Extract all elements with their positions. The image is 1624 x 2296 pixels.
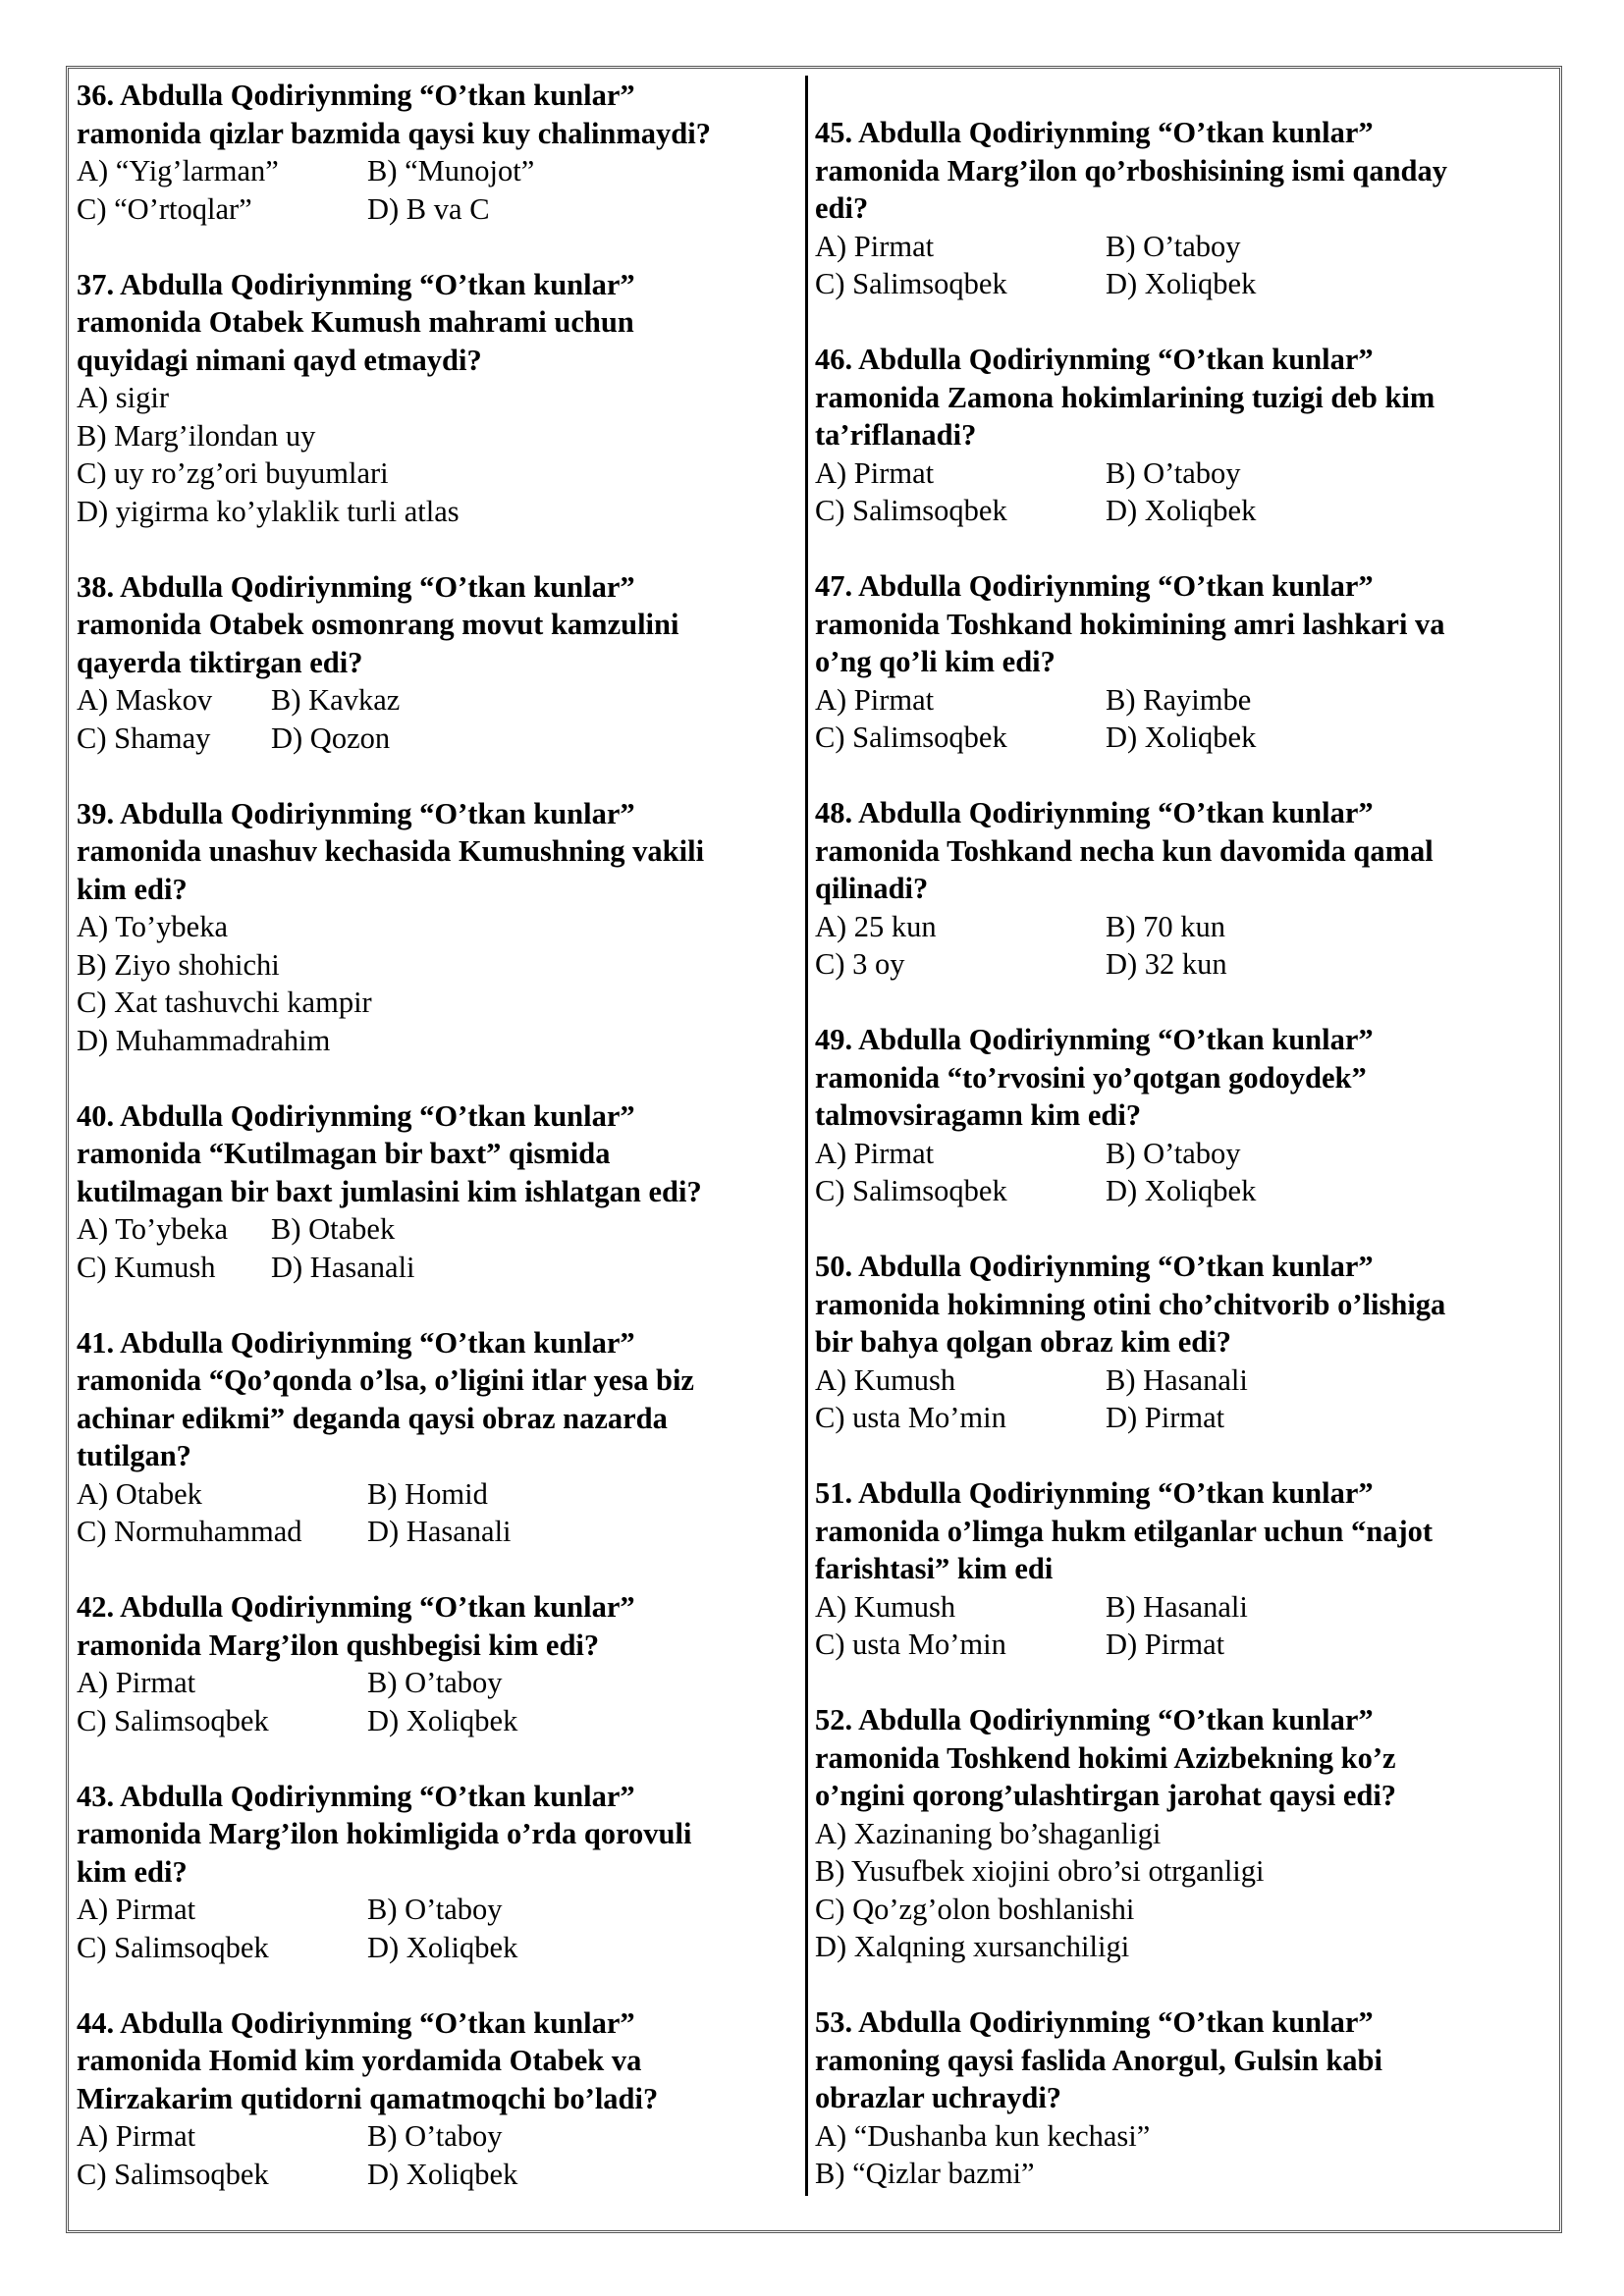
question-51 (815, 1474, 1546, 1664)
question-text: 41. Abdulla Qodiriynming “O’tkan kunlar” ramonida “Qo’qonda o’lsa, o’ligini itlar yesa biz achinar edikmi” deganda qaysi obraz nazarda tutilgan? (77, 1325, 694, 1472)
question-text: 46. Abdulla Qodiriynming “O’tkan kunlar” ramonida Zamona hokimlarining tuzigi deb kim ta’riflanadi? (815, 343, 1435, 452)
question-text: 48. Abdulla Qodiriynming “O’tkan kunlar” ramonida Toshkand necha kun davomida qamal qilinadi? (815, 796, 1434, 905)
answer-option: B) Otabek (271, 1212, 396, 1246)
question-37 (77, 266, 808, 531)
answer-option: C) 3 oy (815, 947, 905, 981)
option-row (815, 1928, 1546, 1966)
question-49 (815, 1021, 1546, 1210)
answer-option: A) Pirmat (77, 1893, 196, 1926)
question-52 (815, 1701, 1546, 1966)
answer-option: A) 25 kun (815, 909, 937, 943)
question-text: 50. Abdulla Qodiriynming “O’tkan kunlar” ramonida hokimning otini cho’chitvorib o’lishiga bir bahya qolgan obraz kim edi? (815, 1250, 1446, 1359)
question-text: 51. Abdulla Qodiriynming “O’tkan kunlar” ramonida o’limga hukm etilganlar uchun “najot farishtasi” kim edi (815, 1476, 1434, 1585)
answer-option: C) “O’rtoqlar” (77, 191, 252, 226)
answer-option: C) usta Mo’min (815, 1628, 1006, 1661)
question-text: 53. Abdulla Qodiriynming “O’tkan kunlar” ramoning qaysi faslida Anorgul, Gulsin kabi obrazlar uchraydi? (815, 2005, 1382, 2114)
question-36 (77, 77, 808, 228)
answer-option: C) Salimsoqbek (77, 1930, 269, 1964)
answer-option: A) Pirmat (815, 1136, 935, 1170)
option-row (77, 908, 808, 946)
question-43 (77, 1778, 808, 1967)
answer-option: A) Pirmat (77, 2119, 196, 2153)
option-row (77, 1702, 808, 1740)
option-row (815, 1626, 1546, 1664)
answer-option: A) Pirmat (815, 455, 935, 490)
option-row (815, 454, 1546, 493)
answer-option: B) Hasanali (1106, 1362, 1248, 1397)
answer-option: D) 32 kun (1106, 947, 1227, 981)
answer-option: A) “Yig’larman” (77, 154, 279, 187)
option-row (77, 720, 808, 758)
answer-option: D) Xoliqbek (1106, 721, 1257, 754)
answer-option: B) Hasanali (1106, 1589, 1248, 1624)
question-text: 40. Abdulla Qodiriynming “O’tkan kunlar” ramonida “Kutilmagan bir baxt” qismida kutilmagan bir baxt jumlasini kim ishlatgan edi? (77, 1098, 702, 1208)
answer-option: B) O’taboy (367, 1893, 503, 1926)
answer-option: B) “Qizlar bazmi” (815, 2157, 1035, 2190)
question-text: 38. Abdulla Qodiriynming “O’tkan kunlar” ramonida Otabek osmonrang movut kamzulini qayerda tiktirgan edi? (77, 569, 679, 679)
option-row (815, 1362, 1546, 1400)
option-row (77, 1891, 808, 1929)
option-row (77, 1929, 808, 1967)
answer-option: A) Pirmat (815, 682, 935, 717)
option-row (815, 1891, 1546, 1929)
answer-option: A) Otabek (77, 1476, 202, 1511)
answer-option: B) O’taboy (1106, 1136, 1241, 1170)
question-42 (77, 1588, 808, 1739)
answer-option: B) Rayimbe (1106, 682, 1252, 717)
option-row (815, 945, 1546, 984)
answer-option: C) Salimsoqbek (77, 2157, 269, 2191)
answer-option: C) Qo’zg’olon boshlanishi (815, 1892, 1135, 1926)
option-row (77, 1664, 808, 1702)
answer-option: C) Salimsoqbek (77, 1703, 269, 1737)
option-row (77, 1022, 808, 1060)
answer-option: B) Marg’ilondan uy (77, 418, 316, 453)
option-row (77, 190, 808, 229)
answer-option: A) sigir (77, 381, 170, 414)
answer-option: B) Homid (367, 1476, 488, 1511)
option-row (815, 719, 1546, 757)
answer-option: C) Salimsoqbek (815, 721, 1007, 754)
answer-option: D) Xoliqbek (367, 2157, 518, 2191)
answer-option: D) Xoliqbek (367, 1703, 518, 1737)
answer-option: B) O’taboy (367, 1666, 503, 1699)
option-row (77, 946, 808, 985)
answer-option: C) Normuhammad (77, 1515, 302, 1548)
option-row (77, 152, 808, 190)
answer-option: B) O’taboy (1106, 229, 1241, 263)
answer-option: A) Kumush (815, 1589, 956, 1624)
answer-option: D) yigirma ko’ylaklik turli atlas (77, 494, 460, 528)
option-row (77, 681, 808, 720)
question-38 (77, 568, 808, 758)
option-row (815, 1588, 1546, 1627)
option-row (815, 1852, 1546, 1891)
answer-option: D) Qozon (271, 721, 391, 755)
answer-option: C) Salimsoqbek (815, 267, 1007, 300)
answer-option: C) usta Mo’min (815, 1401, 1006, 1434)
answer-option: D) Xoliqbek (1106, 267, 1257, 300)
question-text: 52. Abdulla Qodiriynming “O’tkan kunlar” ramonida Toshkend hokimi Azizbekning ko’z o’ngini qorong’ulashtirgan jarohat qaysi edi? (815, 1703, 1397, 1812)
question-text: 36. Abdulla Qodiriynming “O’tkan kunlar” ramonida qizlar bazmida qaysi kuy chalinmaydi? (77, 79, 711, 150)
answer-option: D) Xoliqbek (1106, 1174, 1257, 1207)
answer-option: B) “Munojot” (367, 154, 535, 187)
option-row (77, 454, 808, 493)
answer-option: B) O’taboy (1106, 455, 1241, 490)
answer-option: D) Hasanali (271, 1250, 415, 1284)
answer-option: B) Ziyo shohichi (77, 947, 280, 982)
option-row (815, 1815, 1546, 1853)
option-row (815, 2117, 1546, 2156)
right-column (815, 114, 1546, 2230)
answer-option: C) uy ro’zg’ori buyumlari (77, 456, 389, 490)
option-row (815, 1399, 1546, 1437)
answer-option: B) 70 kun (1106, 909, 1225, 943)
option-row (815, 681, 1546, 720)
answer-option: D) Pirmat (1106, 1628, 1225, 1661)
answer-option: D) Xoliqbek (367, 1930, 518, 1964)
question-text: 39. Abdulla Qodiriynming “O’tkan kunlar” ramonida unashuv kechasida Kumushning vakili kim edi? (77, 796, 705, 906)
option-row (815, 1172, 1546, 1210)
question-41 (77, 1324, 808, 1551)
answer-option: D) Muhammadrahim (77, 1023, 331, 1057)
question-text: 44. Abdulla Qodiriynming “O’tkan kunlar” ramonida Homid kim yordamida Otabek va Mirzakarim qutidorni qamatmoqchi bo’ladi? (77, 2005, 659, 2115)
question-39 (77, 795, 808, 1060)
question-48 (815, 794, 1546, 984)
answer-option: B) O’taboy (367, 2119, 503, 2153)
answer-option: A) To’ybeka (77, 1212, 228, 1246)
answer-option: B) Kavkaz (271, 683, 401, 717)
question-text: 43. Abdulla Qodiriynming “O’tkan kunlar” ramonida Marg’ilon hokimligida o’rda qorovuli kim edi? (77, 1779, 692, 1889)
answer-option: A) To’ybeka (77, 910, 228, 943)
answer-option: D) Xalqning xursanchiligi (815, 1930, 1130, 1963)
answer-option: C) Xat tashuvchi kampir (77, 986, 372, 1019)
question-40 (77, 1097, 808, 1287)
question-text: 49. Abdulla Qodiriynming “O’tkan kunlar” ramonida “to’rvosini yo’qotgan godoydek” talmovsiragamn kim edi? (815, 1023, 1374, 1132)
option-row (815, 492, 1546, 530)
option-row (77, 1475, 808, 1514)
option-row (77, 493, 808, 531)
question-text: 42. Abdulla Qodiriynming “O’tkan kunlar” ramonida Marg’ilon qushbegisi kim edi? (77, 1590, 635, 1662)
answer-option: A) Pirmat (815, 229, 935, 263)
answer-option: A) Xazinaning bo’shaganligi (815, 1816, 1162, 1850)
option-row (815, 908, 1546, 946)
answer-option: C) Kumush (77, 1250, 216, 1284)
option-row (77, 2156, 808, 2194)
answer-option: A) Kumush (815, 1362, 956, 1397)
question-text: 37. Abdulla Qodiriynming “O’tkan kunlar” ramonida Otabek Kumush mahrami uchun quyidagi nimani qayd etmaydi? (77, 267, 635, 377)
option-row (77, 379, 808, 417)
answer-option: A) “Dushanba kun kechasi” (815, 2118, 1151, 2153)
question-45 (815, 114, 1546, 303)
option-row (77, 417, 808, 455)
answer-option: D) Xoliqbek (1106, 494, 1257, 527)
answer-option: B) Yusufbek xiojini obro’si otrganligi (815, 1854, 1265, 1888)
option-row (815, 228, 1546, 266)
answer-option: A) Maskov (77, 683, 213, 717)
question-50 (815, 1248, 1546, 1437)
answer-option: C) Shamay (77, 721, 211, 755)
option-row (77, 984, 808, 1022)
option-row (815, 2155, 1546, 2193)
option-row (77, 2117, 808, 2156)
question-text: 45. Abdulla Qodiriynming “O’tkan kunlar” ramonida Marg’ilon qo’rboshisining ismi qanday edi? (815, 116, 1448, 225)
question-44 (77, 2004, 808, 2194)
question-53 (815, 2003, 1546, 2193)
option-row (77, 1249, 808, 1287)
question-47 (815, 567, 1546, 757)
option-row (77, 1210, 808, 1249)
answer-option: D) B va C (367, 191, 490, 226)
answer-option: A) Pirmat (77, 1666, 196, 1699)
option-row (815, 265, 1546, 303)
question-text: 47. Abdulla Qodiriynming “O’tkan kunlar” ramonida Toshkand hokimining amri lashkari va o’ng qo’li kim edi? (815, 569, 1445, 678)
answer-option: D) Pirmat (1106, 1401, 1225, 1434)
question-46 (815, 341, 1546, 530)
option-row (77, 1513, 808, 1551)
answer-option: D) Hasanali (367, 1515, 512, 1548)
left-column (77, 77, 808, 2231)
answer-option: C) Salimsoqbek (815, 494, 1007, 527)
option-row (815, 1135, 1546, 1173)
answer-option: C) Salimsoqbek (815, 1174, 1007, 1207)
